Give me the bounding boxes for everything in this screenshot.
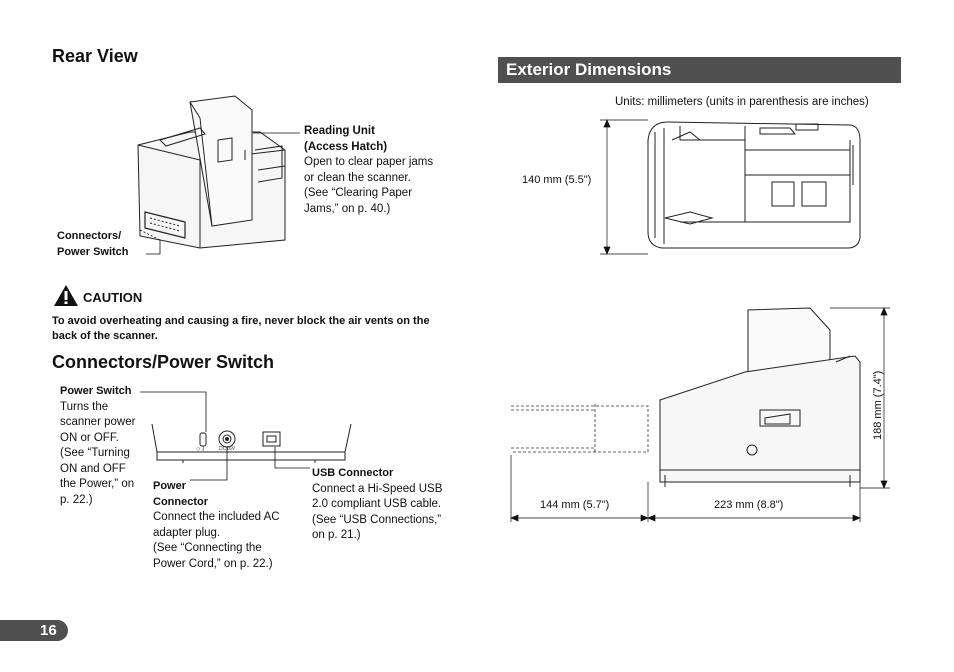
caution-text [52, 314, 472, 344]
reading-unit-desc-1: Open to clear paper jams [304, 156, 434, 168]
reading-unit-callout [304, 124, 433, 217]
connectors-callout [57, 229, 129, 260]
tray-extension-dimension-label: 144 mm (5.7") [540, 499, 610, 511]
usb-connector-desc-4: on p. 21.) [312, 529, 361, 541]
connector-panel-drawing [152, 424, 351, 463]
caution-triangle-icon [54, 285, 78, 306]
reading-unit-desc-3: (See “Clearing Paper [304, 187, 413, 199]
depth-dimension-lines [600, 120, 648, 254]
caution-label: CAUTION [83, 290, 143, 305]
usb-connector-desc-3: (See “USB Connections,” [312, 513, 442, 526]
dc-mark: DC16V [219, 446, 236, 452]
depth-dimension-label: 140 mm (5.5") [522, 174, 592, 186]
reading-unit-desc-2: or clean the scanner. [304, 171, 411, 184]
switch-mark: ○ I [196, 446, 205, 453]
connectors-label-2: Power Switch [57, 245, 129, 258]
connectors-label-1: Connectors/ [57, 230, 122, 242]
power-switch-callout [60, 384, 144, 508]
width-dimension-label: 223 mm (8.8") [714, 499, 784, 511]
reading-unit-label: Reading Unit [304, 125, 375, 137]
power-connector-desc-4: Power Cord,” on p. 22.) [153, 557, 273, 570]
power-connector-desc-3: (See “Connecting the [153, 542, 262, 554]
tray-extension-drawing [511, 404, 648, 452]
power-switch-desc-6: the Power,” on [60, 478, 135, 490]
top-view-scanner-drawing [648, 122, 860, 248]
power-switch-label: Power Switch [60, 385, 132, 397]
power-switch-desc-7: p. 22.) [60, 493, 93, 506]
power-switch-desc-4: (See “Turning [60, 447, 130, 459]
connectors-heading: Connectors/Power Switch [52, 352, 275, 372]
usb-connector-callout [312, 466, 442, 544]
power-switch-desc-3: ON or OFF. [60, 431, 119, 444]
power-connector-desc-2: adapter plug. [153, 526, 221, 539]
power-connector-label-1: Power [153, 480, 187, 492]
height-dimension-label: 188 mm (7.4") [872, 370, 884, 440]
power-switch-desc-1: Turns the [60, 400, 109, 413]
exterior-dimensions-header [498, 57, 901, 83]
exterior-dimensions-title: Exterior Dimensions [506, 60, 672, 79]
reading-unit-label-sub: (Access Hatch) [304, 140, 388, 153]
caution-text-line-2: back of the scanner. [52, 330, 158, 342]
power-connector-label-2: Connector [153, 495, 208, 508]
usb-connector-desc-1: Connect a Hi-Speed USB [312, 482, 443, 495]
side-view-scanner-drawing [660, 308, 860, 487]
usb-connector-desc-2: 2.0 compliant USB cable. [312, 498, 442, 510]
caution-text-line-1: To avoid overheating and causing a fire, never block the air vents on the [52, 315, 430, 327]
page-number-badge [0, 620, 68, 641]
reading-unit-desc-4: Jams,” on p. 40.) [304, 202, 391, 215]
power-connector-callout [153, 479, 280, 572]
power-switch-desc-5: ON and OFF [60, 462, 126, 475]
units-note: Units: millimeters (units in parenthesis are inches) [615, 96, 869, 108]
rear-view-heading: Rear View [52, 46, 138, 66]
power-connector-desc-1: Connect the included AC [153, 511, 280, 523]
power-switch-desc-2: scanner power [60, 416, 136, 428]
usb-connector-label: USB Connector [312, 467, 394, 479]
page-number: 16 [40, 622, 57, 639]
rear-view-scanner-drawing [138, 96, 285, 248]
